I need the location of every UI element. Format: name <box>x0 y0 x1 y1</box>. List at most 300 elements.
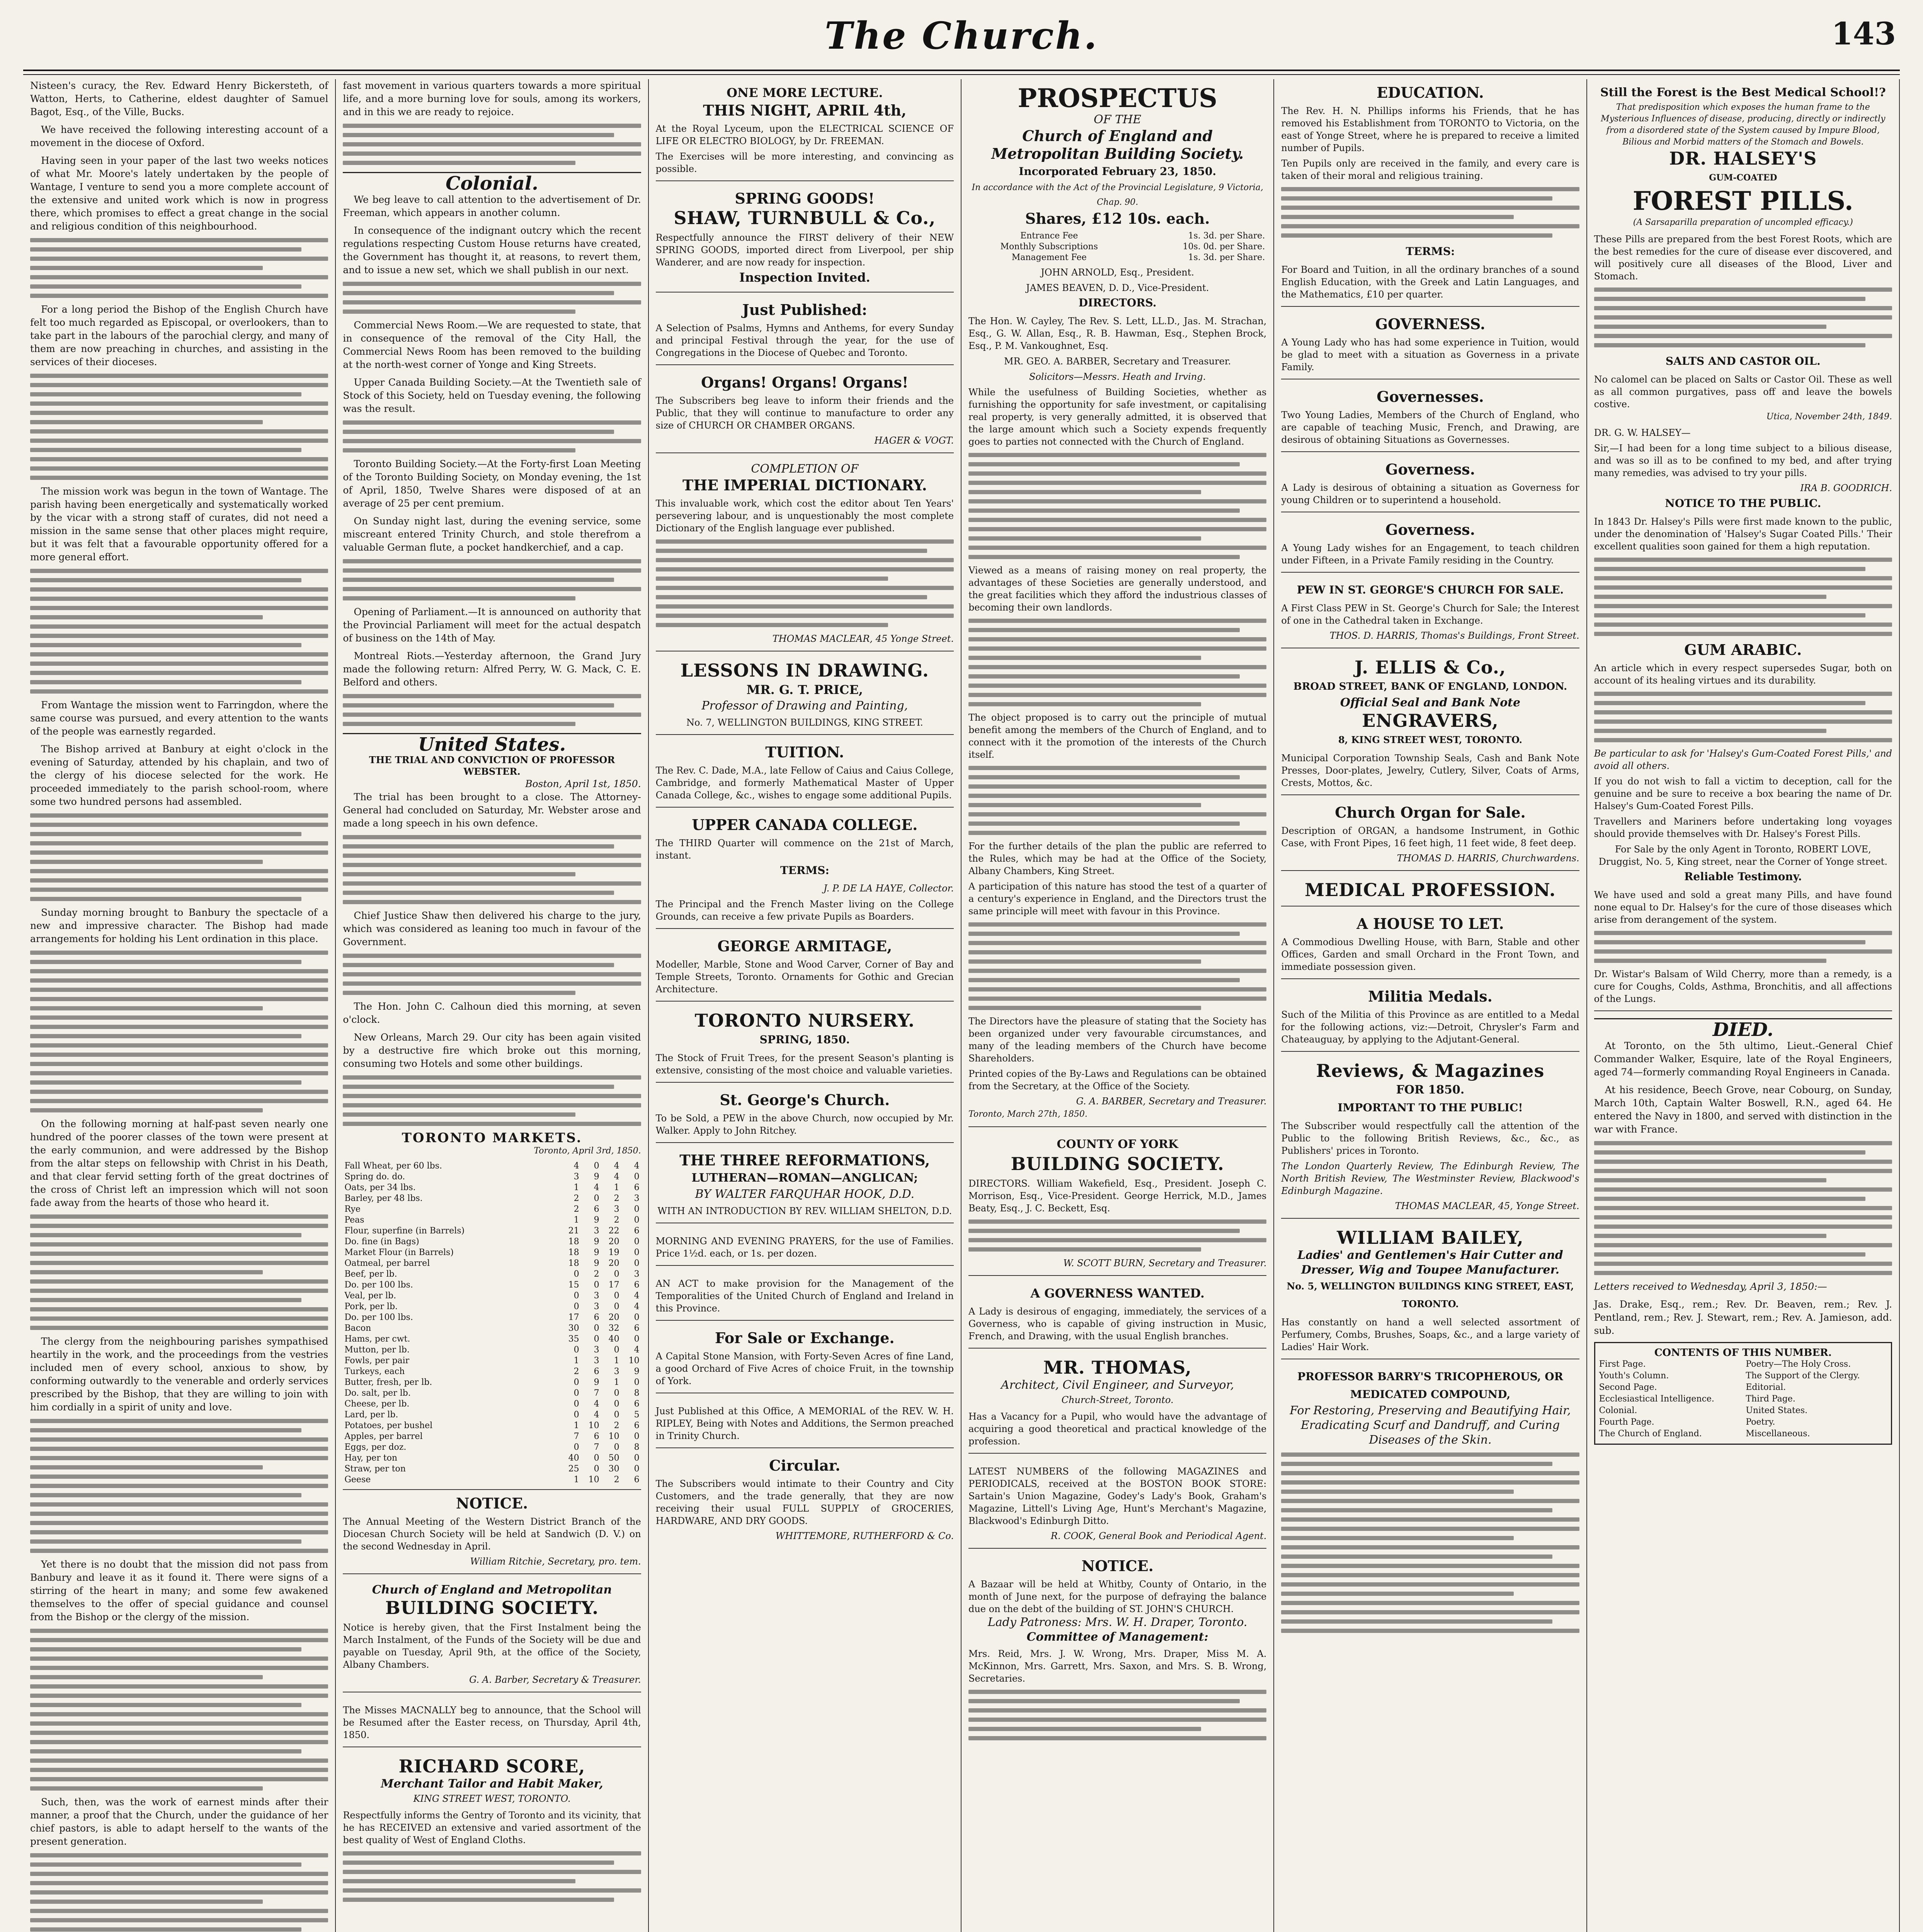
ad-heading: Church of England and Metropolitan <box>372 1583 612 1597</box>
ad-heading: Organs! Organs! Organs! <box>701 374 909 391</box>
market-row <box>343 1377 641 1388</box>
market-item: Bacon <box>344 1323 371 1333</box>
ad-address: BROAD STREET, BANK OF ENGLAND, LONDON. <box>1293 681 1567 692</box>
market-price: 4 <box>573 1161 579 1171</box>
market-price: 0 <box>573 1378 579 1387</box>
ad-signature: William Ritchie, Secretary, pro. tem. <box>470 1556 641 1567</box>
ad-date: Utica, November 24th, 1849. <box>1766 412 1892 422</box>
ad-heading: TUITION. <box>765 743 844 761</box>
ad-heading: Still the Forest is the Best Medical School!? <box>1600 86 1886 99</box>
ad-heading: ONE MORE LECTURE. <box>727 85 883 100</box>
article-paragraph: Yet there is no doubt that the mission did not pass from Banbury and leave it as it found it. There were signs of a stirring of the heart in many; and some few awakened themselves to the offer of special guidance and counsel from the Bishop or the clergy of the mission. <box>30 1559 328 1622</box>
market-row <box>343 1269 641 1280</box>
ad-body: The Rev. C. Dade, M.A., late Fellow of Caius and Caius College, Cambridge, and formerly Mathematical Master of Upper Canada College, &c., wishes to engage some additional Pupils. <box>655 765 954 801</box>
article-paragraph: Chief Justice Shaw then delivered his charge to the jury, which was considered as leaning too much in favour of the Government. <box>343 910 641 947</box>
market-row <box>343 1161 641 1172</box>
market-price: 0 <box>614 1302 619 1311</box>
market-price: 0 <box>634 1378 640 1387</box>
market-price: 2 <box>573 1367 579 1376</box>
market-price: 0 <box>634 1215 640 1225</box>
market-price: 0 <box>573 1302 579 1311</box>
market-item: Eggs, per doz. <box>344 1442 407 1452</box>
ad-body: A First Class PEW in St. George's Church for Sale; the Interest of one in the Cathedral taken in Exchange. <box>1281 603 1579 626</box>
market-price: 2 <box>614 1194 619 1203</box>
ad-title: Reviews, & Magazines <box>1316 1060 1545 1081</box>
article-paragraph: Sunday morning brought to Banbury the spectacle of a new and impressive character. The Bishop had made arrangements for holding his Lent ordination in this place. <box>30 907 328 944</box>
text-lines <box>30 1214 328 1330</box>
ad-subtitle: (A Sarsaparilla preparation of uncompled efficacy.) <box>1633 218 1853 227</box>
ad-title: TORONTO NURSERY. <box>694 1010 915 1031</box>
market-price: 0 <box>594 1464 599 1474</box>
market-row <box>343 1355 641 1366</box>
market-item: Turkeys, each <box>344 1367 405 1376</box>
market-item: Hay, per ton <box>344 1453 397 1463</box>
market-price: 2 <box>573 1194 579 1203</box>
notice-ad <box>343 1489 641 1574</box>
ad-directors: The Hon. W. Cayley, The Rev. S. Lett, LL.D., Jas. M. Strachan, Esq., G. W. Allan, Esq., R. B. Hawman, Esq., Stephen Brock, Esq., P. M. Vankoughnet, Esq. <box>968 316 1267 351</box>
ad-body: A Lady is desirous of obtaining a situation as Governess for young Children or to superintend a household. <box>1281 482 1579 505</box>
newspaper-page <box>23 12 1900 1932</box>
ad-act: In accordance with the Act of the Provincial Legislature, 9 Victoria, Chap. 90. <box>972 183 1263 207</box>
ad-title: MEDICAL PROFESSION. <box>1305 879 1556 900</box>
section-heading-colonial: Colonial. <box>343 172 641 190</box>
letters-heading: Letters received to Wednesday, April 3, 1850:— <box>1594 1281 1827 1292</box>
fee-amount: 1s. 3d. per Share. <box>1188 253 1265 262</box>
ad-patroness: Lady Patroness: Mrs. W. H. Draper, Toronto. <box>987 1616 1247 1629</box>
ad-body: The Exercises will be more interesting, and convincing as possible. <box>655 151 954 174</box>
militia-ad <box>1281 983 1579 1052</box>
market-price: 0 <box>614 1345 619 1355</box>
shaw-turnbull-ad <box>656 185 954 293</box>
market-price: 40 <box>608 1334 619 1344</box>
text-lines <box>1594 931 1892 963</box>
market-price: 7 <box>594 1388 599 1398</box>
article-paragraph: From Wantage the mission went to Farringdon, where the same course was pursued, and every attention to the wants of the people was earnestly regarded. <box>30 699 328 737</box>
ad-body: Just Published at this Office, A MEMORIAL of the REV. W. H. RIPLEY, Being with Notes and Additions, the Sermon preached in Trinity Church. <box>655 1406 954 1441</box>
text-lines <box>968 453 1266 559</box>
ad-body: Such of the Militia of this Province as are entitled to a Medal for the following actions, viz:—Detroit, Chrysler's Farm and Chateauguay, by applying to the Adjutant-General. <box>1281 1009 1579 1045</box>
market-price: 3 <box>573 1172 579 1182</box>
ad-subtitle: Ladies' and Gentlemen's Hair Cutter and Dresser, Wig and Toupee Manufacturer. <box>1297 1248 1563 1277</box>
lecture-ad <box>656 79 954 181</box>
circular-ad <box>656 1452 954 1548</box>
ad-body: Sir,—I had been for a long time subject to a bilious disease, and was so ill as to be confined to my bed, and after trying many remedies, was advised to try your pills. <box>1594 443 1892 478</box>
text-lines <box>1594 558 1892 636</box>
article-paragraph: Upper Canada Building Society.—At the Twentieth sale of Stock of this Society, held on Tuesday evening, the following was the result. <box>343 377 641 414</box>
ripley-ad <box>656 1397 954 1448</box>
fee-row <box>968 231 1266 242</box>
armitage-ad <box>656 933 954 1002</box>
drawing-ad <box>656 655 954 735</box>
market-price: 30 <box>568 1323 579 1333</box>
article-paragraph: The mission work was begun in the town of Wantage. The parish having been energetically and systematically worked by the vicar with a strong staff of curates, did not need a mission in the same sense that other places might require, but it was felt that a favourable opportunity offered for a more general effort. <box>30 486 328 563</box>
contents-box <box>1594 1342 1892 1445</box>
ad-body: WITH AN INTRODUCTION BY REV. WILLIAM SHELTON, D.D. <box>657 1206 952 1216</box>
market-price: 0 <box>594 1280 599 1290</box>
market-item: Mutton, per lb. <box>344 1345 410 1355</box>
ad-subheading: SALTS AND CASTOR OIL. <box>1665 355 1821 367</box>
markets-date: Toronto, April 3rd, 1850. <box>534 1146 641 1156</box>
text-lines <box>968 619 1266 706</box>
article-paragraph: The Hon. John C. Calhoun died this morning, at seven o'clock. <box>343 1001 641 1025</box>
market-row <box>343 1453 641 1464</box>
market-price: 22 <box>608 1226 619 1236</box>
ad-body: We have used and sold a great many Pills, and have found none equal to Dr. Halsey's for the cure of those diseases which arise from derangement of the system. <box>1594 889 1892 925</box>
market-price: 9 <box>634 1367 640 1376</box>
market-price: 0 <box>634 1259 640 1268</box>
market-price: 3 <box>594 1291 599 1301</box>
text-lines <box>968 766 1266 835</box>
text-lines <box>343 1851 641 1902</box>
market-price: 7 <box>573 1432 579 1441</box>
tuition-ad <box>656 739 954 808</box>
ad-signature: THOMAS MACLEAR, 45 Yonge Street. <box>772 633 954 644</box>
text-lines <box>968 1690 1266 1740</box>
governess-ad-3 <box>1281 456 1579 512</box>
bailey-ad <box>1281 1223 1579 1359</box>
article-paragraph: New Orleans, March 29. Our city has been again visited by a destructive fire which broke out this morning, consuming two Hotels and some other buildings. <box>343 1032 641 1069</box>
ad-heading: PEW IN ST. GEORGE'S CHURCH FOR SALE. <box>1297 583 1564 596</box>
ad-body: In 1843 Dr. Halsey's Pills were first made known to the public, under the denomination of 'Halsey's Sugar Coated Pills.' Their excellent qualities soon gained for them a high reputation. <box>1594 516 1892 552</box>
ad-title: WILLIAM BAILEY, <box>1337 1227 1524 1248</box>
section-heading-died: DIED. <box>1594 1018 1892 1036</box>
ad-body: For Board and Tuition, in all the ordinary branches of a sound English Education, with the Greek and Latin Languages, and the Mathematics, £10 per quarter. <box>1281 264 1579 300</box>
ad-solicitors: Solicitors—Messrs. Heath and Irving. <box>1029 371 1206 382</box>
market-price: 0 <box>614 1399 619 1409</box>
house-to-let-ad <box>1281 910 1579 979</box>
market-price: 2 <box>614 1421 619 1430</box>
reformations-ad <box>656 1147 954 1223</box>
market-price: 0 <box>594 1323 599 1333</box>
ad-heading: UPPER CANADA COLLEGE. <box>692 816 918 833</box>
market-item: Veal, per lb. <box>344 1291 397 1301</box>
halsey-pills-ad <box>1594 79 1892 1011</box>
act-ad <box>656 1270 954 1321</box>
market-price: 9 <box>594 1259 599 1268</box>
ad-body: Two Young Ladies, Members of the Church of England, who are capable of teaching Music, French, and Drawing, are desirous of obtaining Situations as Governesses. <box>1281 410 1579 445</box>
article-paragraph: The Bishop arrived at Banbury at eight o'clock in the evening of Saturday, attended by his chaplain, and two of the clergy of his diocese selected for the work. He proceeded immediately to the parish school-room, where some two hundred persons had assembled. <box>30 743 328 807</box>
article-paragraph: Toronto Building Society.—At the Forty-first Loan Meeting of the Toronto Building Society, on Monday evening, the 1st of April, 1850, Twelve Shares were disposed of at an average of 25 per cent premium. <box>343 458 641 509</box>
ad-body: For the further details of the plan the public are referred to the Rules, which may be had at the Office of the Society, Albany Chambers, King Street. <box>968 841 1267 876</box>
market-price: 9 <box>594 1248 599 1257</box>
column-5 <box>1274 79 1587 1932</box>
obituary-paragraph: At his residence, Beech Grove, near Cobourg, on Sunday, March 10th, Captain Walter Boswell, R.N., aged 64. He entered the Navy in 1800, and served with distinction in the war with France. <box>1594 1084 1892 1135</box>
ad-heading: COUNTY OF YORK <box>1057 1138 1178 1151</box>
article-paragraph: We beg leave to call attention to the advertisement of Dr. Freeman, which appears in another column. <box>343 194 641 218</box>
ad-heading: Governesses. <box>1377 388 1484 405</box>
market-price: 6 <box>594 1432 599 1441</box>
market-price: 0 <box>573 1291 579 1301</box>
market-price: 0 <box>634 1334 640 1344</box>
york-building-society-ad <box>968 1131 1266 1276</box>
article-paragraph: Opening of Parliament.—It is announced on authority that the Provincial Parliament will meet for the actual despatch of business on the 14th of May. <box>343 606 641 644</box>
market-price: 6 <box>634 1280 640 1290</box>
ad-body: Viewed as a means of raising money on real property, the advantages of these Societies are generally understood, and the great facilities which they afford the industrious classes of becoming their own landlords. <box>968 565 1267 613</box>
market-price: 6 <box>634 1475 640 1485</box>
sale-ad <box>656 1325 954 1393</box>
article-paragraph: The trial has been brought to a close. The Attorney-General had concluded on Saturday, Mr. Webster arose and made a long speech in his own defence. <box>343 791 641 829</box>
ad-heading: A HOUSE TO LET. <box>1356 915 1504 932</box>
market-price: 4 <box>614 1161 619 1171</box>
market-price: 3 <box>594 1302 599 1311</box>
ad-body: The Misses MACNALLY beg to announce, that the School will be Resumed after the Easter recess, on Thursday, April 4th, 1850. <box>343 1705 641 1740</box>
market-price: 0 <box>594 1334 599 1344</box>
market-price: 18 <box>568 1259 579 1268</box>
ad-subtitle: For Restoring, Preserving and Beautifying Hair, Eradicating Scurf and Dandruff, and Curing Diseases of the Skin. <box>1290 1404 1571 1447</box>
ad-title: BUILDING SOCIETY. <box>385 1597 599 1618</box>
article-paragraph: Nisteen's curacy, the Rev. Edward Henry Bickersteth, of Watton, Herts, to Catherine, eldest daughter of Samuel Bagot, Esq., of the Ville, Bucks. <box>30 80 328 117</box>
ad-heading: NOTICE. <box>456 1495 528 1512</box>
ad-body: A Lady is desirous of engaging, immediately, the services of a Governess, who is capable of giving instruction in Music, French, and Drawing, with the usual English branches. <box>968 1306 1267 1342</box>
text-lines <box>1594 287 1892 347</box>
ad-title: DR. HALSEY'S <box>1669 148 1817 169</box>
market-price: 1 <box>614 1378 619 1387</box>
market-price: 9 <box>594 1215 599 1225</box>
market-price: 6 <box>634 1323 640 1333</box>
ad-president: JOHN ARNOLD, Esq., President. <box>1041 267 1195 278</box>
ad-body: The Annual Meeting of the Western District Branch of the Diocesan Church Society will be held at Sandwich (D. V.) on the second Wednesday in April. <box>343 1516 641 1552</box>
market-row <box>343 1193 641 1204</box>
column-3 <box>649 79 962 1932</box>
ad-body: Respectfully announce the FIRST delivery of their NEW SPRING GOODS, imported direct from Liverpool, per ship Wanderer, and are now ready for inspection. <box>655 232 954 268</box>
ad-subtitle: GUM-COATED <box>1709 173 1777 183</box>
governess-wanted-ad <box>968 1280 1266 1349</box>
market-price: 0 <box>614 1388 619 1398</box>
contents-item: Third Page. <box>1746 1394 1795 1404</box>
building-society-ad <box>343 1578 641 1692</box>
ad-signature: G. A. Barber, Secretary & Treasurer. <box>469 1674 641 1685</box>
governess-ad-1 <box>1281 311 1579 379</box>
market-price: 10 <box>588 1421 599 1430</box>
market-price: 0 <box>594 1161 599 1171</box>
ad-subtitle: Merchant Tailor and Habit Maker, <box>381 1777 603 1791</box>
market-row <box>343 1399 641 1410</box>
market-price: 17 <box>568 1313 579 1322</box>
masthead-rule <box>23 70 1900 75</box>
market-price: 2 <box>614 1475 619 1485</box>
market-price: 32 <box>608 1323 619 1333</box>
bazaar-ad <box>968 1553 1266 1751</box>
column-1 <box>23 79 336 1932</box>
ad-heading: Just Published: <box>742 301 867 318</box>
ad-heading: NOTICE. <box>1081 1557 1154 1575</box>
text-lines <box>343 420 641 452</box>
ad-body: Ten Pupils only are received in the family, and every care is taken of their moral and religious training. <box>1281 158 1579 181</box>
thomas-ad <box>968 1352 1266 1454</box>
market-row <box>343 1182 641 1193</box>
market-item: Do. fine (in Bags) <box>344 1237 419 1247</box>
market-price: 4 <box>594 1410 599 1420</box>
market-price: 0 <box>573 1399 579 1409</box>
article-paragraph: We have received the following interesting account of a movement in the diocese of Oxford. <box>30 124 328 148</box>
market-price: 0 <box>634 1248 640 1257</box>
market-price: 18 <box>568 1237 579 1247</box>
ad-subtitle: Official Seal and Bank Note <box>1340 696 1521 709</box>
text-lines <box>30 569 328 694</box>
market-price: 4 <box>594 1183 599 1192</box>
ad-heading: A GOVERNESS WANTED. <box>1030 1286 1205 1301</box>
market-price: 10 <box>628 1356 640 1366</box>
market-price: 9 <box>594 1237 599 1247</box>
ad-body: Notice is hereby given, that the First Instalment being the March Instalment, of the Funds of the Society will be due and payable on Tuesday, April 9th, at the office of the Society, Albany Chambers. <box>343 1622 641 1670</box>
market-price: 6 <box>634 1183 640 1192</box>
market-price: 0 <box>614 1410 619 1420</box>
market-price: 2 <box>614 1215 619 1225</box>
market-price: 4 <box>634 1291 640 1301</box>
ad-heading: St. George's Church. <box>720 1091 890 1109</box>
market-price: 4 <box>634 1161 640 1171</box>
ad-body: This invaluable work, which cost the editor about Ten Years' persevering labour, and is unquestionably the most complete Dictionary of the English language ever published. <box>655 498 954 534</box>
market-row <box>343 1247 641 1258</box>
ad-body: The object proposed is to carry out the principle of mutual benefit among the members of the Church of England, and to connect with it the promotion of the interests of the Church itself. <box>968 712 1267 760</box>
ad-subtitle: Architect, Civil Engineer, and Surveyor, <box>1001 1378 1234 1392</box>
ad-body: The Stock of Fruit Trees, for the present Season's planting is extensive, consisting of the most choice and valuable varieties. <box>655 1053 954 1076</box>
masthead <box>23 12 1900 77</box>
market-price: 0 <box>634 1432 640 1441</box>
market-row <box>343 1366 641 1377</box>
ad-heading: Governess. <box>1385 461 1475 478</box>
market-price: 6 <box>594 1204 599 1214</box>
ad-title: BUILDING SOCIETY. <box>1011 1153 1224 1174</box>
fee-label: Monthly Subscriptions <box>1000 242 1098 252</box>
market-price: 6 <box>634 1226 640 1236</box>
market-price: 19 <box>608 1248 619 1257</box>
st-george-ad <box>656 1087 954 1143</box>
market-price: 4 <box>594 1399 599 1409</box>
score-ad <box>343 1751 641 1912</box>
ad-title: GEORGE ARMITAGE, <box>717 937 892 955</box>
market-row <box>343 1312 641 1323</box>
ad-signature: J. P. DE LA HAYE, Collector. <box>823 883 954 894</box>
ad-subtitle: Professor of Drawing and Painting, <box>701 699 908 713</box>
market-price: 0 <box>614 1269 619 1279</box>
ad-secretary: MR. GEO. A. BARBER, Secretary and Treasurer. <box>1004 356 1231 367</box>
market-price: 1 <box>614 1183 619 1192</box>
market-price: 0 <box>594 1194 599 1203</box>
ad-subtitle: LUTHERAN—ROMAN—ANGLICAN; <box>691 1171 918 1185</box>
text-lines <box>30 1629 328 1791</box>
ad-subheading: That predisposition which exposes the human frame to the Mysterious Influences of disease, producing, directly or indirectly from a disordered state of the System caused by Impure Blood, Bilious and Morbid matters of the Stomach and Bowels. <box>1601 102 1886 147</box>
market-item: Butter, fresh, per lb. <box>344 1378 432 1387</box>
market-price: 18 <box>568 1248 579 1257</box>
market-item: Potatoes, per bushel <box>344 1421 433 1430</box>
ad-signature: W. SCOTT BURN, Secretary and Treasurer. <box>1063 1258 1267 1269</box>
ad-body: A Young Lady who has had some experience in Tuition, would be glad to meet with a situation as Governess in a private Family. <box>1281 337 1579 372</box>
barry-ad <box>1281 1363 1579 1643</box>
ad-body: Travellers and Mariners before undertaking long voyages should provide themselves with Dr. Halsey's Forest Pills. <box>1594 816 1892 839</box>
market-row <box>343 1323 641 1334</box>
ad-subheading: DIRECTORS. <box>1078 296 1157 309</box>
dictionary-ad <box>656 457 954 651</box>
ad-title: J. ELLIS & Co., <box>1355 657 1506 678</box>
market-item: Geese <box>344 1475 371 1485</box>
ad-subheading: Inspection Invited. <box>739 270 870 285</box>
market-item: Flour, superfine (in Barrels) <box>344 1226 465 1236</box>
market-item: Fowls, per pair <box>344 1356 410 1366</box>
ad-body: Description of ORGAN, a handsome Instrument, in Gothic Case, with Front Pipes, 16 feet high, 11 feet wide, 8 feet deep. <box>1281 825 1579 849</box>
market-row <box>343 1345 641 1355</box>
section-heading-united-states: United States. <box>343 733 641 751</box>
ad-salutation: DR. G. W. HALSEY— <box>1594 427 1691 438</box>
market-price: 30 <box>608 1464 619 1474</box>
article-subheading: THE TRIAL AND CONVICTION OF PROFESSOR WEBSTER. <box>369 754 615 777</box>
contents-item: Ecclesiastical Intelligence. <box>1599 1394 1714 1404</box>
ad-heading: For Sale or Exchange. <box>715 1329 895 1347</box>
contents-item: Youth's Column. <box>1599 1371 1669 1381</box>
market-row <box>343 1431 641 1442</box>
market-price: 3 <box>634 1194 640 1203</box>
ad-address: No. 7, WELLINGTON BUILDINGS, KING STREET. <box>686 717 923 728</box>
contents-item: Fourth Page. <box>1599 1417 1654 1427</box>
ad-body: A Bazaar will be held at Whitby, County of Ontario, in the month of June next, for the purpose of defraying the balance due on the debt of the building of ST. JOHN'S CHURCH. <box>968 1579 1267 1614</box>
ad-title: THE THREE REFORMATIONS, <box>679 1151 930 1169</box>
ad-name: MR. G. T. PRICE, <box>746 682 863 697</box>
market-price: 35 <box>568 1334 579 1344</box>
college-ad <box>656 811 954 929</box>
ad-address: Church-Street, Toronto. <box>1061 1395 1174 1405</box>
market-price: 0 <box>573 1388 579 1398</box>
market-row <box>343 1226 641 1236</box>
market-price: 2 <box>573 1204 579 1214</box>
market-item: Oatmeal, per barrel <box>344 1259 430 1268</box>
ad-address: 8, KING STREET WEST, TORONTO. <box>1338 734 1522 745</box>
market-row <box>343 1388 641 1399</box>
market-price: 20 <box>608 1237 619 1247</box>
market-price: 20 <box>608 1313 619 1322</box>
market-row <box>343 1301 641 1312</box>
ad-body: A Young Lady wishes for an Engagement, to teach children under Fifteen, in a Private Family residing in the Country. <box>1281 543 1579 566</box>
fees-table <box>968 231 1266 263</box>
market-price: 9 <box>594 1378 599 1387</box>
text-lines <box>30 1853 328 1932</box>
market-price: 8 <box>634 1442 640 1452</box>
nursery-ad <box>656 1005 954 1083</box>
ad-title: RICHARD SCORE, <box>398 1756 585 1777</box>
market-item: Spring do. do. <box>344 1172 405 1182</box>
article-paragraph: On the following morning at half-past seven nearly one hundred of the poorer classes of the town were present at the early communion, and were addressed by the Bishop from the altar steps on fellowship with Christ in his Death, and that clear fervid setting forth of the great doctrines of the cross of Christ left an impression which will not soon fade away from the hearts of those who heard it. <box>30 1118 328 1208</box>
text-lines <box>343 954 641 995</box>
market-item: Straw, per ton <box>344 1464 406 1474</box>
market-item: Do. salt, per lb. <box>344 1388 411 1398</box>
ad-signature: THOMAS D. HARRIS, Churchwardens. <box>1397 853 1579 864</box>
market-price: 0 <box>573 1410 579 1420</box>
text-lines <box>1281 187 1579 238</box>
ad-body: The Subscribers beg leave to inform their friends and the Public, that they will continue to manufacture to order any size of CHURCH OR CHAMBER ORGANS. <box>655 395 954 431</box>
text-lines <box>1281 1452 1579 1633</box>
market-price: 0 <box>634 1237 640 1247</box>
market-item: Apples, per barrel <box>344 1432 423 1441</box>
market-price: 7 <box>594 1442 599 1452</box>
ad-body: The THIRD Quarter will commence on the 21st of March, instant. <box>655 838 954 861</box>
text-lines <box>30 374 328 480</box>
contents-item: Poetry—The Holy Cross. <box>1746 1359 1851 1369</box>
market-price: 6 <box>634 1399 640 1409</box>
market-price: 0 <box>573 1442 579 1452</box>
ad-subheading: IMPORTANT TO THE PUBLIC! <box>1338 1101 1523 1114</box>
governess-ad-2 <box>1281 383 1579 452</box>
markets-heading: TORONTO MARKETS. <box>402 1130 582 1146</box>
ad-committee-heading: Committee of Management: <box>1026 1630 1208 1644</box>
ad-caution: Be particular to ask for 'Halsey's Gum-Coated Forest Pills,' and avoid all others. <box>1594 748 1892 771</box>
prospectus-ad <box>968 79 1266 1127</box>
ad-body: At the Royal Lyceum, upon the ELECTRICAL SCIENCE OF LIFE OR ELECTRO BIOLOGY, by Dr. FREEMAN. <box>655 123 954 146</box>
ad-body: Has constantly on hand a well selected assortment of Perfumery, Combs, Brushes, Soaps, &c., and a large variety of Ladies' Hair Work. <box>1281 1317 1579 1352</box>
contents-item: The Support of the Clergy. <box>1746 1371 1860 1381</box>
text-lines <box>30 1419 328 1553</box>
ad-heading: EDUCATION. <box>1377 84 1484 101</box>
market-row <box>343 1334 641 1345</box>
market-price: 9 <box>594 1172 599 1182</box>
